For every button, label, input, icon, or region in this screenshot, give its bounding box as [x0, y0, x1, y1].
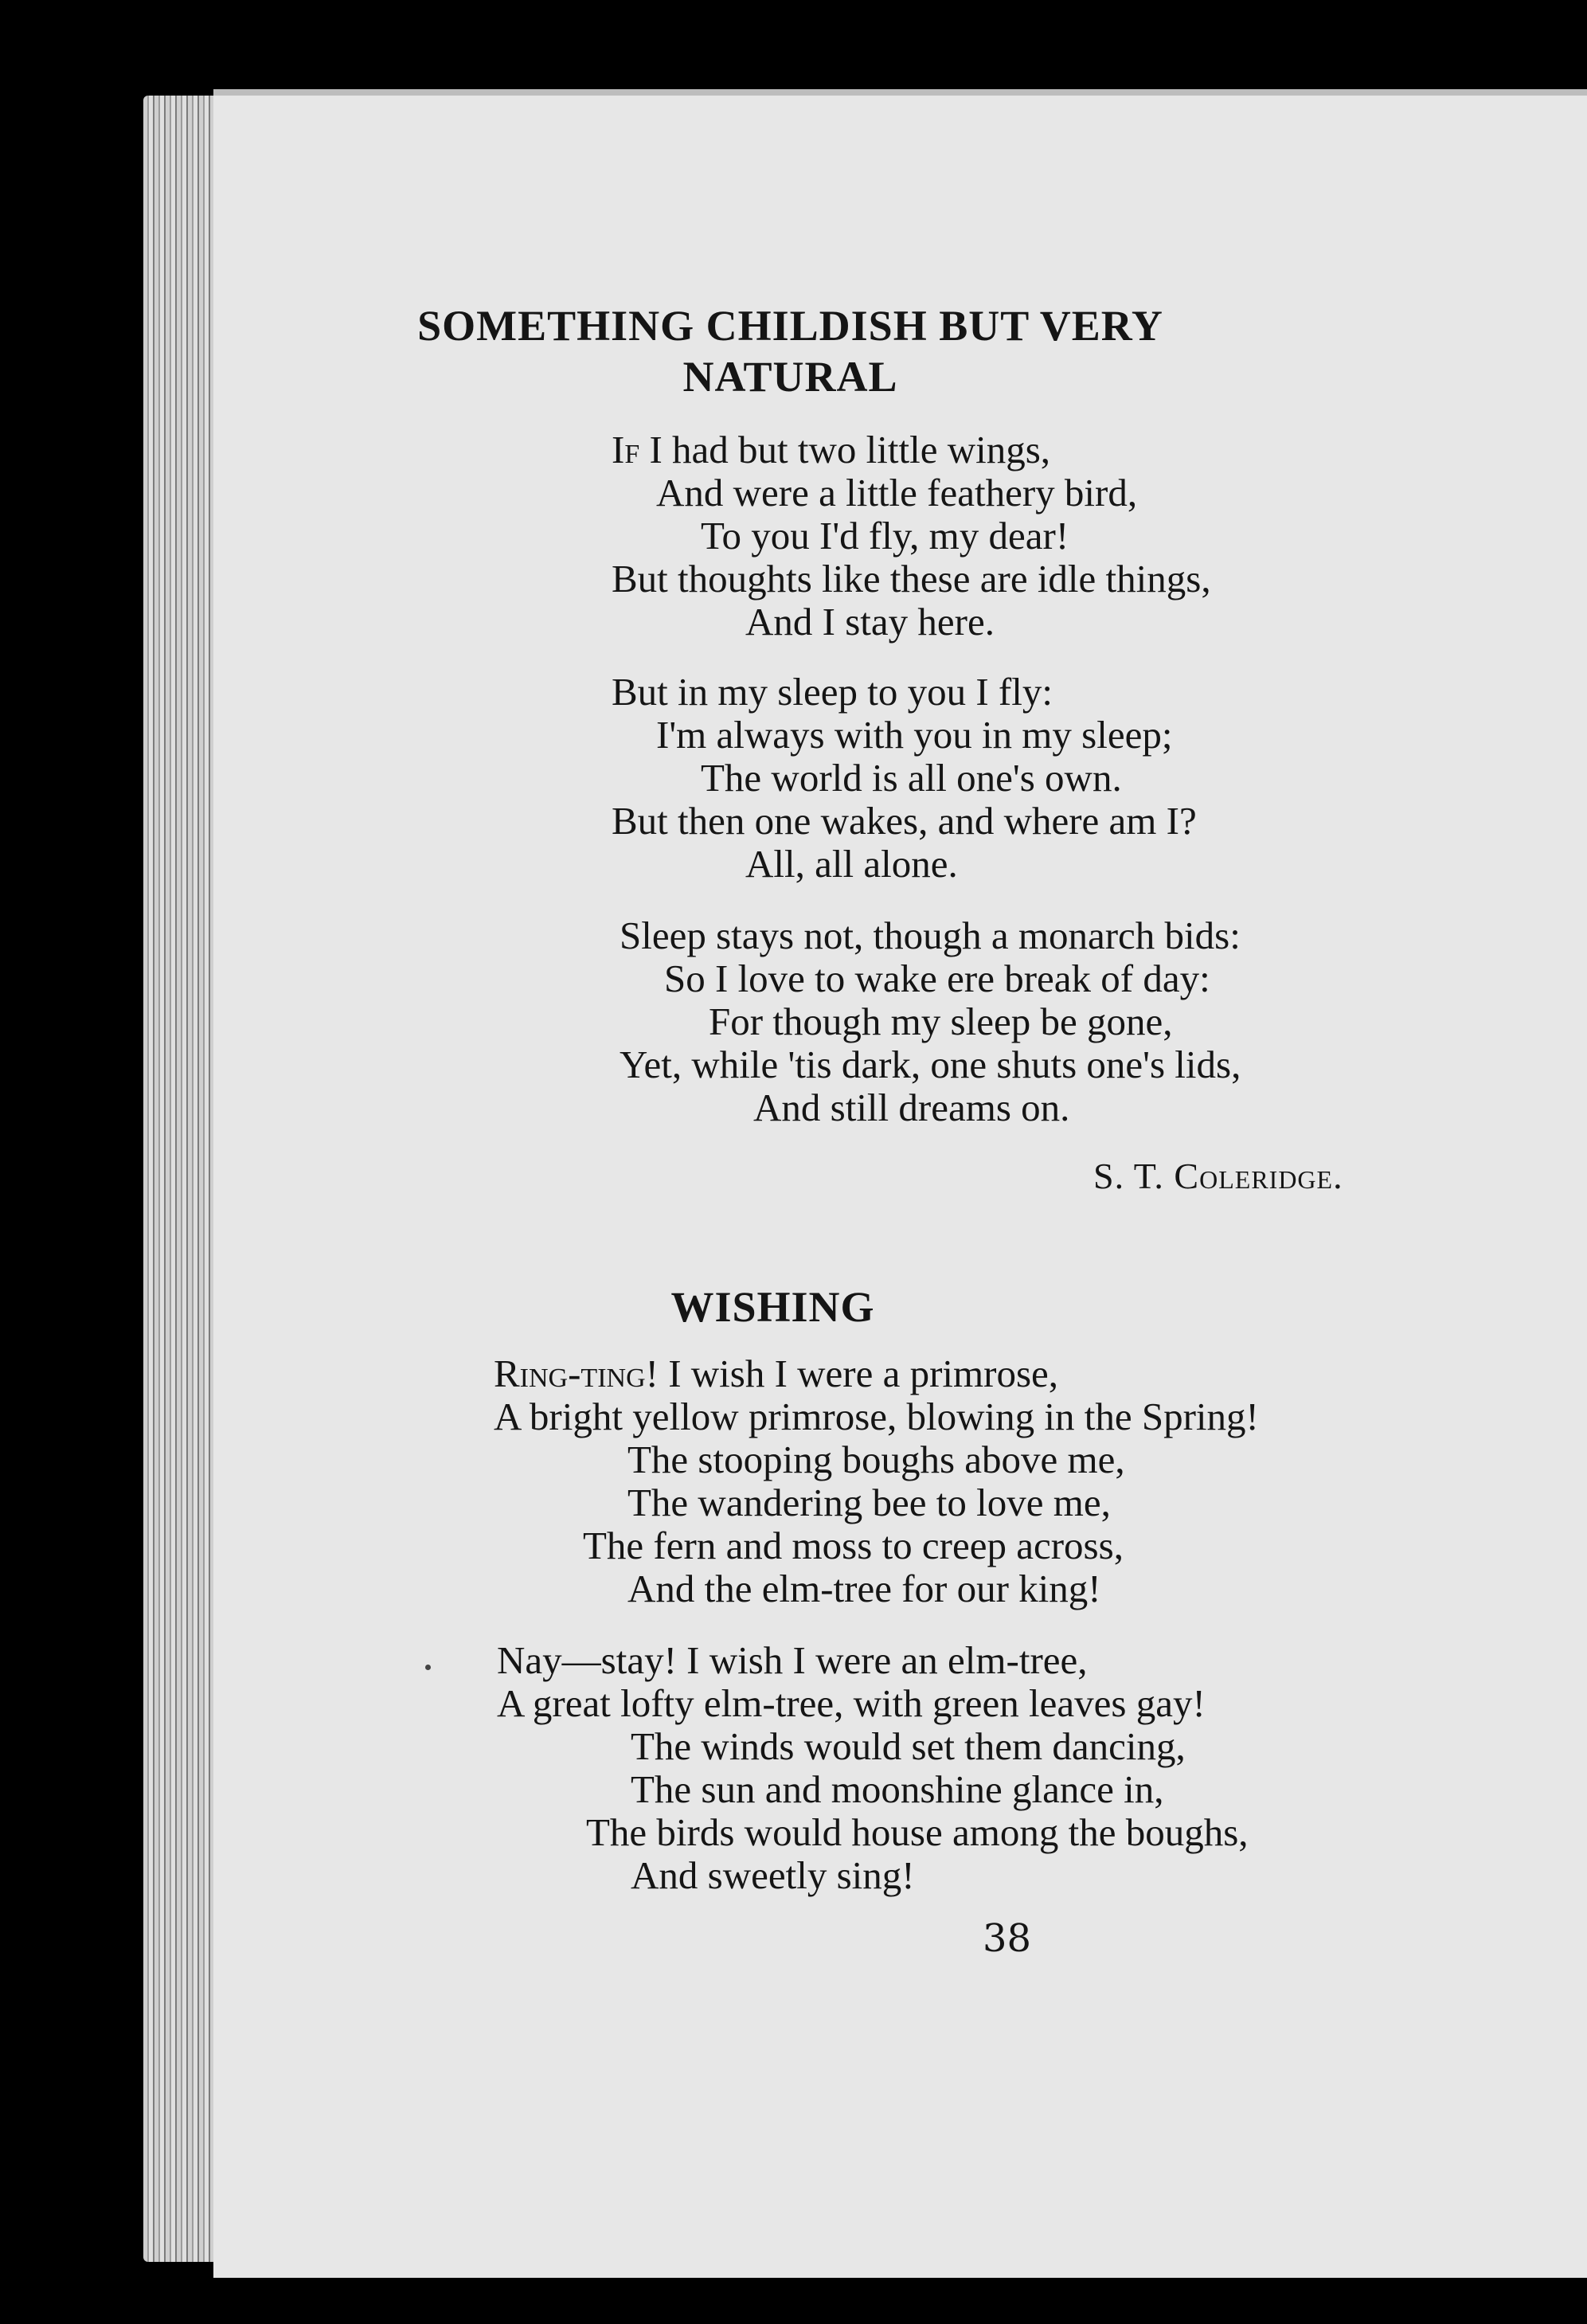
poem-line: And sweetly sing!	[631, 1853, 915, 1897]
poem-line: Nay—stay! I wish I were an elm-tree,	[497, 1638, 1088, 1682]
poem-line: All, all alone.	[745, 842, 958, 886]
poem-line: But in my sleep to you I fly:	[612, 670, 1053, 714]
ink-speck	[425, 1665, 431, 1670]
poem-line: The sun and moonshine glance in,	[631, 1767, 1164, 1811]
poem-line: And I stay here.	[745, 600, 995, 644]
poem-line: Sleep stays not, though a monarch bids:	[620, 914, 1241, 957]
poem-line: If I had but two little wings,	[612, 428, 1051, 471]
page-number: 38	[983, 1916, 1032, 1961]
poem-line: And the elm-tree for our king!	[627, 1567, 1101, 1610]
poem-title-continued: NATURAL	[682, 353, 898, 401]
poem-line: To you I'd fly, my dear!	[701, 514, 1069, 558]
poem-author: S. T. Coleridge.	[1093, 1156, 1343, 1196]
poem-line: And still dreams on.	[753, 1086, 1070, 1129]
poem-line: But then one wakes, and where am I?	[612, 799, 1197, 843]
poem-line: The birds would house among the boughs,	[586, 1810, 1249, 1854]
book-page	[213, 89, 1587, 2278]
poem-line: Ring-ting! I wish I were a primrose,	[494, 1352, 1059, 1395]
poem-line: But thoughts like these are idle things,	[612, 557, 1211, 601]
poem-line: The wandering bee to love me,	[627, 1481, 1111, 1524]
poem-line: The winds would set them dancing,	[631, 1724, 1186, 1768]
poem-line: The stooping boughs above me,	[627, 1438, 1125, 1481]
poem-line: A bright yellow primrose, blowing in the Spring!	[494, 1395, 1259, 1438]
poem-line: The fern and moss to creep across,	[583, 1524, 1124, 1567]
poem-line: For though my sleep be gone,	[709, 1000, 1173, 1043]
poem-line: The world is all one's own.	[701, 756, 1122, 800]
poem-line: I'm always with you in my sleep;	[656, 713, 1173, 757]
poem-line: So I love to wake ere break of day:	[664, 957, 1210, 1000]
poem-title: SOMETHING CHILDISH BUT VERY	[417, 302, 1163, 350]
poem-line: And were a little feathery bird,	[656, 471, 1138, 514]
poem-title: WISHING	[670, 1283, 875, 1331]
poem-line: A great lofty elm-tree, with green leaves gay!	[497, 1681, 1206, 1725]
poem-line: Yet, while 'tis dark, one shuts one's lids,	[620, 1043, 1241, 1086]
